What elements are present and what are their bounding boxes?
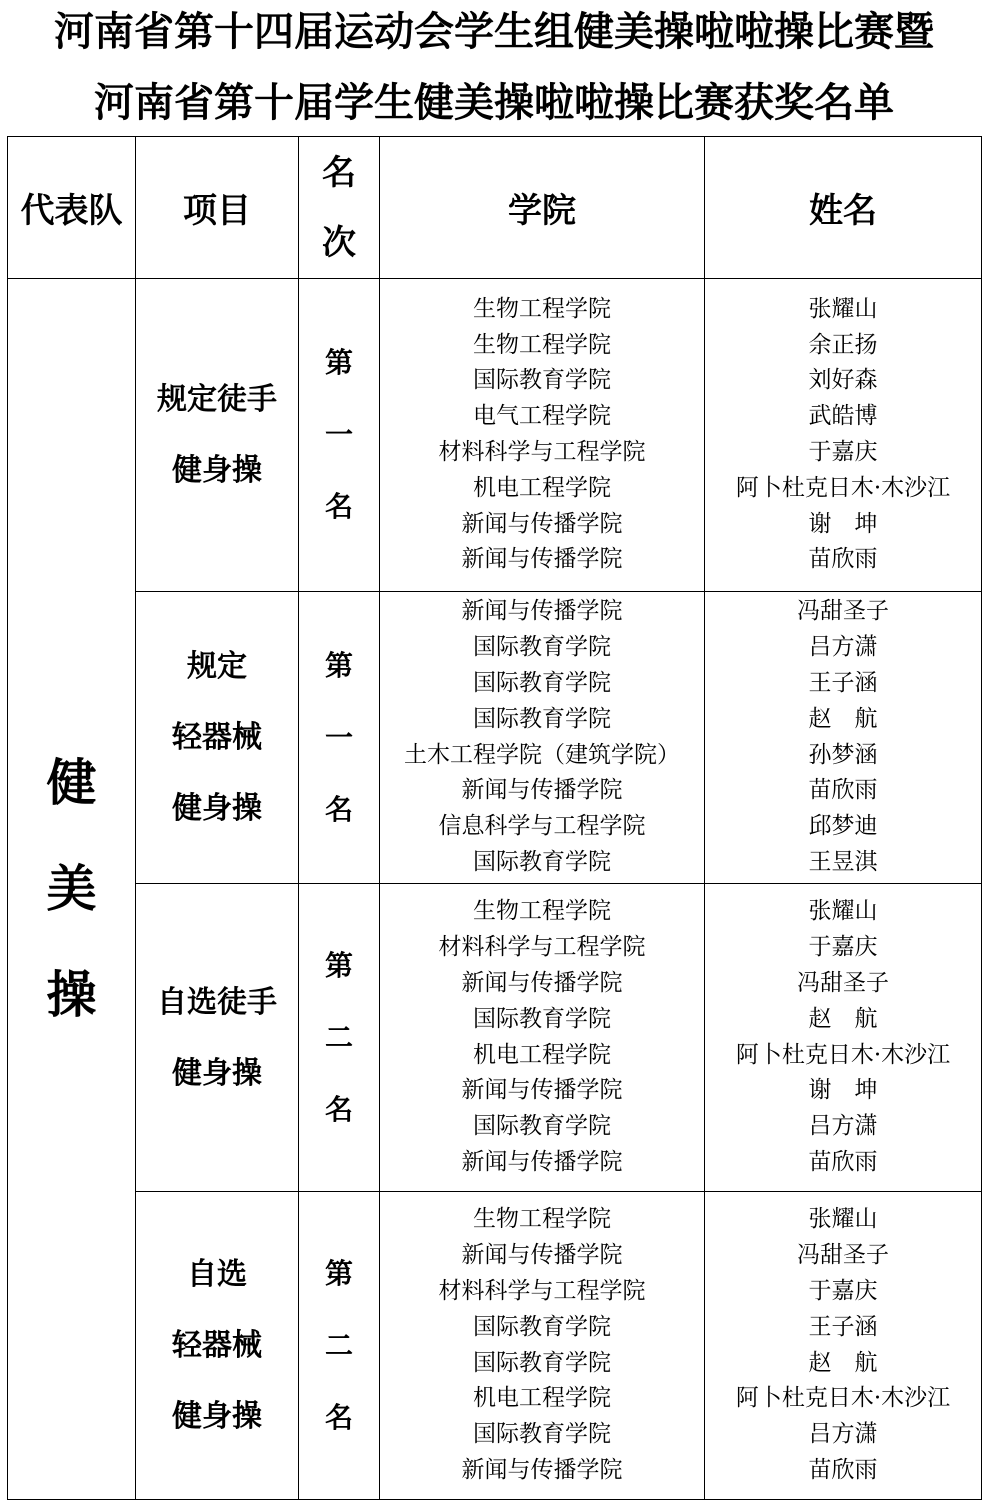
college-cell: [380, 592, 705, 884]
college-name: 土木工程学院（建筑学院）: [404, 741, 680, 768]
rank-cell: [299, 1192, 380, 1500]
person-name: 苗欣雨: [808, 1148, 878, 1175]
award-table: [7, 136, 982, 1500]
person-name: 张耀山: [808, 898, 878, 925]
college-cell: [380, 1192, 705, 1500]
college-name: 材料科学与工程学院: [438, 439, 646, 465]
team-char: 操: [46, 966, 97, 1024]
name-cell: [705, 1192, 982, 1500]
header-rank-char: 次: [322, 222, 356, 263]
person-name: 武皓博: [808, 403, 878, 430]
college-name: 材料科学与工程学院: [438, 1277, 646, 1304]
person-name: 冯甜圣子: [797, 969, 889, 996]
person-name: 王子涵: [808, 1313, 878, 1340]
person-name: 苗欣雨: [808, 777, 878, 804]
event-cell: [136, 592, 299, 884]
person-name: 冯甜圣子: [797, 1242, 889, 1269]
rank-cell: [299, 279, 380, 592]
college-name: 电气工程学院: [473, 403, 611, 430]
event-line: 规定徒手: [157, 382, 277, 417]
event-line: 自选: [187, 1257, 247, 1292]
person-name: 吕方潇: [808, 634, 878, 661]
college-name: 新闻与传播学院: [461, 598, 623, 625]
team-cell: [8, 279, 136, 1500]
college-name: 材料科学与工程学院: [438, 934, 646, 961]
person-name: 谢 坤: [808, 1077, 878, 1104]
person-name: 孙梦涵: [808, 741, 878, 768]
name-cell: [705, 884, 982, 1192]
event-line: 健身操: [172, 1055, 262, 1091]
college-name: 机电工程学院: [473, 1041, 611, 1068]
college-name: 生物工程学院: [473, 1206, 611, 1233]
college-name: 国际教育学院: [473, 1421, 611, 1448]
college-name: 国际教育学院: [473, 848, 611, 875]
rank-char: 一: [324, 418, 353, 451]
header-event: 项目: [136, 137, 299, 279]
college-name: 新闻与传播学院: [461, 777, 623, 804]
event-cell: [136, 279, 299, 592]
person-name: 赵 航: [808, 1005, 878, 1032]
college-name: 信息科学与工程学院: [438, 813, 646, 840]
event-line: 规定: [187, 649, 247, 684]
college-name: 机电工程学院: [473, 1385, 611, 1412]
rank-char: 名: [324, 1400, 353, 1434]
college-name: 生物工程学院: [473, 295, 611, 322]
college-name: 新闻与传播学院: [461, 1148, 623, 1175]
college-cell: [380, 884, 705, 1192]
college-name: 国际教育学院: [473, 1005, 611, 1032]
table-row: [8, 884, 982, 1192]
person-name: 阿卜杜克日木·木沙江: [735, 474, 951, 501]
person-name: 阿卜杜克日木·木沙江: [735, 1041, 951, 1068]
person-name: 王子涵: [808, 669, 878, 696]
event-line: 轻器械: [172, 720, 262, 755]
name-cell: [705, 279, 982, 592]
college-name: 机电工程学院: [473, 474, 611, 501]
rank-char: 名: [324, 1092, 353, 1126]
college-name: 生物工程学院: [473, 331, 611, 358]
college-name: 国际教育学院: [473, 367, 611, 394]
name-cell: [705, 592, 982, 884]
person-name: 冯甜圣子: [797, 598, 889, 625]
college-name: 新闻与传播学院: [461, 969, 623, 996]
person-name: 于嘉庆: [808, 1277, 878, 1304]
event-cell: [136, 1192, 299, 1500]
college-name: 生物工程学院: [473, 898, 611, 925]
person-name: 谢 坤: [808, 510, 878, 537]
rank-char: 第: [324, 948, 353, 982]
table-row: [8, 279, 982, 592]
rank-char: 名: [324, 792, 353, 826]
event-line: 轻器械: [172, 1328, 262, 1363]
rank-char: 名: [324, 490, 353, 523]
team-char: 健: [46, 754, 97, 812]
rank-char: 一: [324, 720, 353, 754]
person-name: 张耀山: [808, 1206, 878, 1233]
table-row: [8, 1192, 982, 1500]
event-line: 健身操: [172, 453, 262, 488]
person-name: 吕方潇: [808, 1421, 878, 1448]
person-name: 苗欣雨: [808, 1456, 878, 1483]
header-rank-char: 名: [322, 152, 356, 193]
college-name: 国际教育学院: [473, 705, 611, 732]
college-name: 新闻与传播学院: [461, 1242, 623, 1269]
college-name: 新闻与传播学院: [461, 510, 623, 537]
person-name: 赵 航: [808, 705, 878, 732]
header-team: 代表队: [8, 137, 136, 279]
person-name: 邱梦迪: [808, 813, 878, 840]
header-rank: [299, 137, 380, 279]
rank-char: 第: [324, 1256, 353, 1290]
rank-char: 第: [324, 648, 353, 682]
event-line: 健身操: [172, 1399, 262, 1434]
college-name: 国际教育学院: [473, 669, 611, 696]
person-name: 刘好森: [808, 367, 878, 394]
college-name: 国际教育学院: [473, 1313, 611, 1340]
person-name: 张耀山: [808, 295, 878, 322]
document-title-line-2: 河南省第十届学生健美操啦啦操比赛获奖名单: [94, 80, 894, 126]
college-name: 国际教育学院: [473, 1113, 611, 1140]
event-line: 健身操: [172, 791, 262, 826]
person-name: 吕方潇: [808, 1113, 878, 1140]
person-name: 于嘉庆: [808, 934, 878, 961]
rank-char: 二: [324, 1020, 353, 1054]
table-header-row: [8, 137, 982, 279]
person-name: 赵 航: [808, 1349, 878, 1376]
rank-cell: [299, 592, 380, 884]
header-college: 学院: [380, 137, 705, 279]
rank-char: 二: [324, 1328, 353, 1362]
college-name: 新闻与传播学院: [461, 546, 623, 573]
college-name: 国际教育学院: [473, 634, 611, 661]
event-line: 自选徒手: [157, 984, 277, 1020]
college-name: 新闻与传播学院: [461, 1456, 623, 1483]
team-char: 美: [46, 860, 97, 918]
person-name: 余正扬: [808, 331, 878, 358]
rank-char: 第: [324, 346, 353, 379]
college-name: 新闻与传播学院: [461, 1077, 623, 1104]
person-name: 苗欣雨: [808, 546, 878, 573]
header-name: 姓名: [705, 137, 982, 279]
college-cell: [380, 279, 705, 592]
person-name: 阿卜杜克日木·木沙江: [735, 1385, 951, 1412]
document-title-line-1: 河南省第十四届运动会学生组健美操啦啦操比赛暨: [54, 9, 934, 55]
table-row: [8, 592, 982, 884]
person-name: 王昱淇: [808, 848, 878, 875]
rank-cell: [299, 884, 380, 1192]
person-name: 于嘉庆: [808, 439, 878, 465]
college-name: 国际教育学院: [473, 1349, 611, 1376]
event-cell: [136, 884, 299, 1192]
